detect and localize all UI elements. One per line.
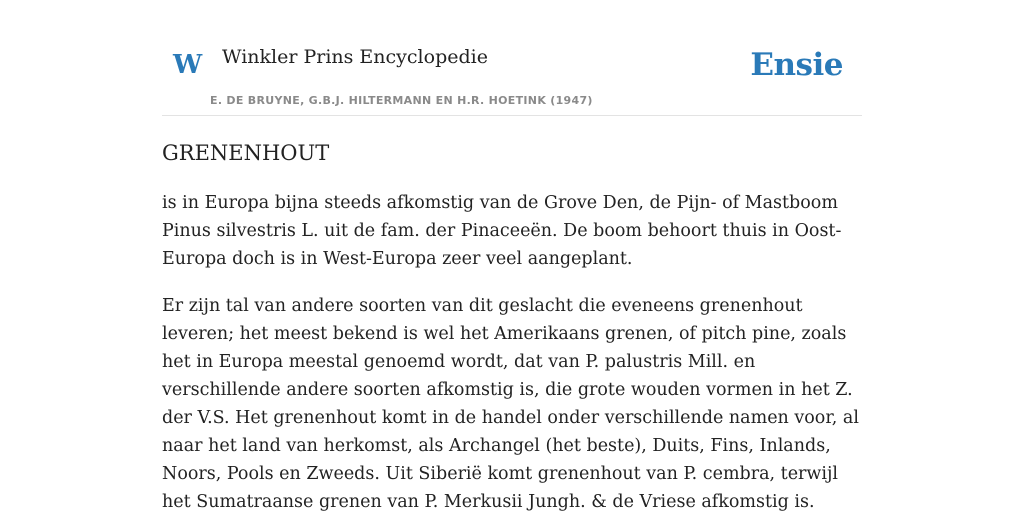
article-paragraph-2: Er zijn tal van andere soorten van dit geslacht die eveneens grenenhout leveren; het meest bekend is wel het Amerikaans grenen, of pitch pine, zoals het in Europa meestal genoemd wordt, dat van P. palustris Mill. en verschillende andere soorten afkomstig is, die grote wouden vormen in het Z. der V.S. Het grenenhout komt in de handel onder verschillende namen voor, al naar het land van herkomst, als Archangel (het beste), Duits, Fins, Inlands, Noors, Pools en Zweeds. Uit Siberië komt grenenhout van P. cembra, terwijl het Sumatraanse grenen van P. Merkusii Jungh. & de Vriese afkomstig is.	[162, 296, 859, 512]
ensie-logo-link[interactable]: Ensie	[750, 47, 843, 83]
article-paragraph-1: is in Europa bijna steeds afkomstig van de Grove Den, de Pijn- of Mastboom Pinus silvestris L. uit de fam. der Pinaceeën. De boom behoort thuis in Oost-Europa doch is in West-Europa zeer veel aangeplant.	[162, 193, 842, 270]
header	[162, 0, 862, 116]
article-title: GRENENHOUT	[162, 141, 330, 165]
encyclopedia-logo[interactable]: W	[173, 50, 203, 80]
encyclopedia-authors: E. DE BRUYNE, G.B.J. HILTERMANN EN H.R. HOETINK (1947)	[210, 94, 593, 107]
article	[162, 140, 862, 512]
encyclopedia-title[interactable]: Winkler Prins Encyclopedie	[222, 46, 488, 68]
